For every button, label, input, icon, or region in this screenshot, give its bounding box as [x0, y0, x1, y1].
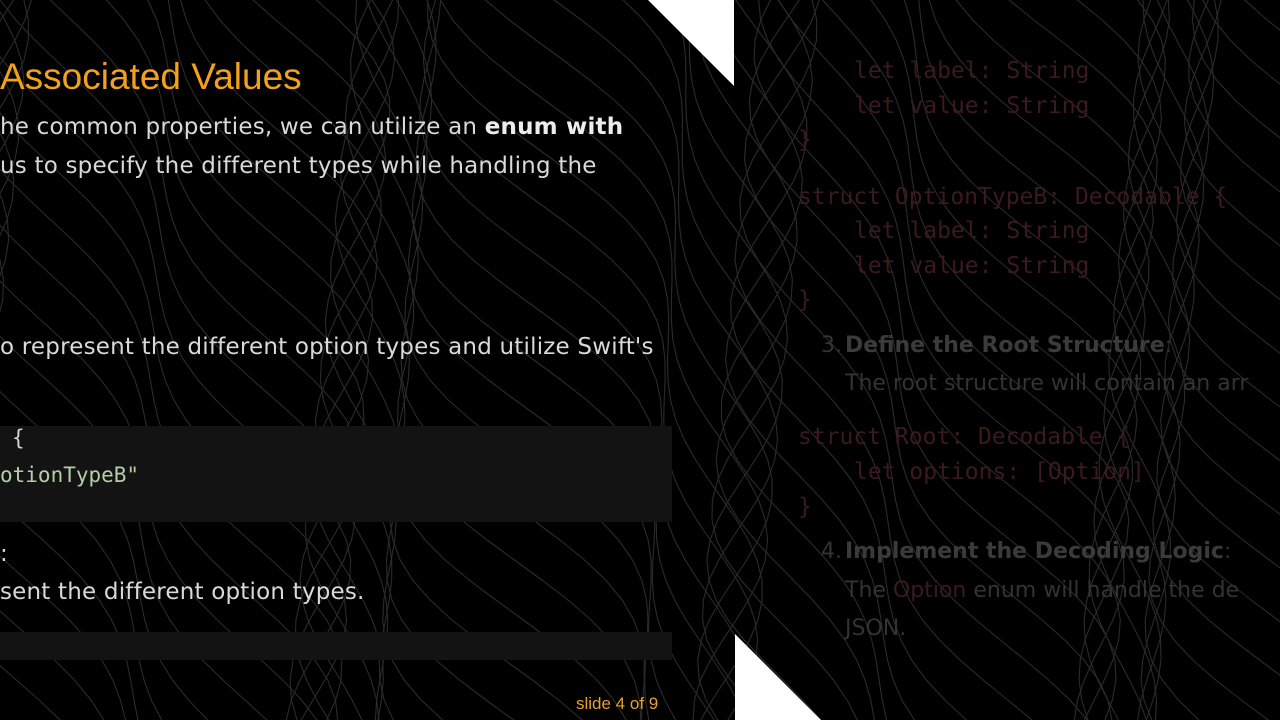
step4-number: 4. — [821, 539, 842, 564]
step4-text-start: The — [845, 578, 893, 603]
code-line: let options: [Option] — [854, 459, 1145, 485]
paragraph-represent: o represent the different option types and utilize Swift's — [0, 334, 654, 360]
step4-heading: Implement the Decoding Logic — [845, 539, 1224, 564]
step4-text-line1 — [845, 578, 1239, 603]
step3-text: The root structure will contain an arr — [845, 371, 1249, 396]
code-line-brace: { — [12, 426, 25, 450]
step3-colon: : — [1164, 333, 1173, 358]
code-line: struct Root: Decodable { — [798, 424, 1131, 450]
code-line: let label: String — [854, 218, 1090, 244]
step3-heading-line — [845, 333, 1172, 358]
paragraph-intro-bold: enum with — [484, 114, 624, 140]
step3-heading: Define the Root Structure — [845, 333, 1165, 358]
paragraph-intro-line1 — [0, 114, 623, 140]
next-slide-preview — [735, 0, 1280, 720]
paragraph-intro-line2: us to specify the different types while handling the — [0, 153, 597, 179]
code-line: } — [798, 287, 812, 313]
slide-corner-decoration-top — [648, 0, 734, 86]
code-line: let value: String — [854, 93, 1090, 119]
code-line: } — [798, 494, 812, 520]
step4-text-line2: JSON. — [845, 616, 907, 641]
code-line: let value: String — [854, 253, 1090, 279]
step4-inline-code: Option — [892, 578, 967, 603]
step4-heading-line — [845, 539, 1231, 564]
code-block-bottom — [0, 632, 672, 660]
step3-number: 3. — [821, 333, 842, 358]
colon-line: : — [0, 541, 8, 567]
code-line-string: otionTypeB" — [0, 463, 140, 487]
slide-corner-decoration-bottom — [735, 634, 821, 720]
slide-title: Associated Values — [0, 56, 302, 97]
paragraph-intro-text: he common properties, we can utilize an — [0, 114, 485, 140]
code-line: struct OptionTypeB: Decodable { — [798, 184, 1228, 210]
paragraph-option-types: sent the different option types. — [0, 579, 365, 605]
code-line: } — [798, 127, 812, 153]
step4-colon: : — [1223, 539, 1232, 564]
slide-counter: slide 4 of 9 — [576, 694, 659, 713]
step4-text-end: enum will handle the de — [966, 578, 1240, 603]
code-block-enum — [0, 426, 672, 522]
code-line: let label: String — [854, 58, 1090, 84]
